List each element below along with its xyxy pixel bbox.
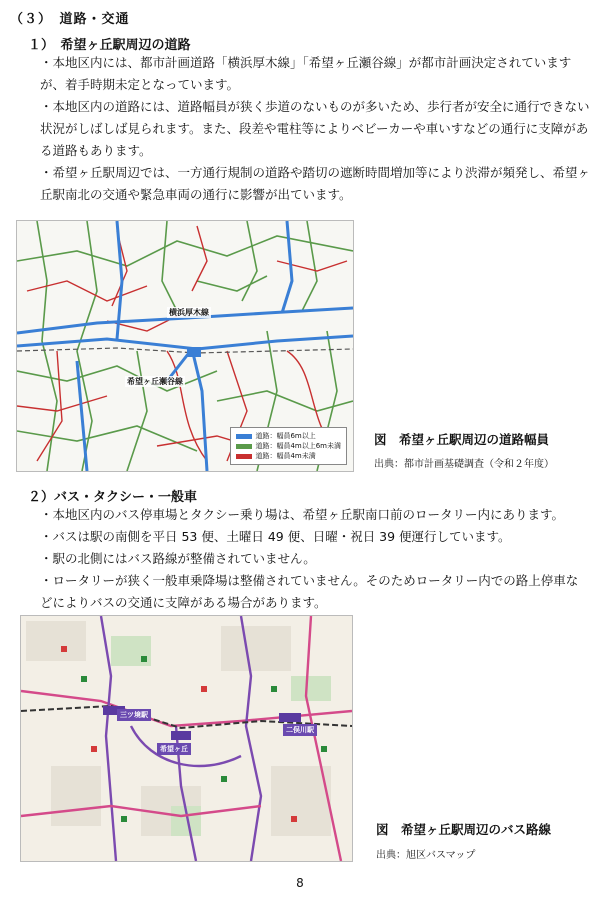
roads-paragraphs bbox=[40, 52, 590, 206]
roads-paragraph-1: ・本地区内には、都市計画道路「横浜厚木線」「希望ヶ丘瀬谷線」が都市計画決定されていますが、着手時期未定となっています。 bbox=[40, 55, 572, 92]
bus-route-map-graphic bbox=[21, 616, 352, 861]
map-legend bbox=[230, 427, 347, 465]
road-map-caption: 図 希望ヶ丘駅周辺の道路幅員 bbox=[374, 432, 550, 447]
bus-paragraph-1: ・本地区内のバス停車場とタクシー乗り場は、希望ヶ丘駅南口前のロータリー内にあります。 bbox=[40, 507, 565, 522]
road-width-map bbox=[16, 220, 354, 472]
road-map-source: 出典：都市計画基礎調査（令和２年度） bbox=[374, 459, 554, 470]
legend-label-narrow: 道路：幅員4m未満 bbox=[255, 452, 316, 460]
map-station-mitsukyo: 三ツ境駅 bbox=[117, 709, 151, 721]
bus-paragraph-4: ・ロータリーが狭く一般車乗降場は整備されていません。そのためロータリー内での路上停車などによりバスの交通に支障がある場合があります。 bbox=[40, 573, 579, 610]
subsection-heading-bus: ２）バス・タクシー・一般車 bbox=[28, 490, 198, 505]
map-station-futamatagawa: 二俣川駅 bbox=[283, 724, 317, 736]
legend-swatch-wide bbox=[236, 434, 252, 439]
legend-swatch-narrow bbox=[236, 454, 252, 459]
roads-paragraph-2: ・本地区内の道路には、道路幅員が狭く歩道のないものが多いため、歩行者が安全に通行できない状況がしばしば見られます。また、段差や電柱等によりベビーカーや車いすなどの通行に支障がある道路もあります。 bbox=[40, 99, 590, 158]
map-station-kibogaoka: 希望ヶ丘 bbox=[157, 743, 191, 755]
section-heading: （３） 道路・交通 bbox=[10, 12, 130, 27]
map-label-kibogaoka-seya: 希望ヶ丘瀬谷線 bbox=[127, 377, 183, 386]
bus-paragraph-2: ・バスは駅の南側を平日 53 便、土曜日 49 便、日曜・祝日 39 便運行しています。 bbox=[40, 529, 511, 544]
bus-paragraphs bbox=[40, 504, 590, 614]
roads-paragraph-3: ・希望ヶ丘駅周辺では、一方通行規制の道路や踏切の遮断時間増加等により渋滞が頻発し、希望ヶ丘駅南北の交通や緊急車両の通行に影響が出ています。 bbox=[40, 165, 591, 202]
legend-row-medium bbox=[236, 441, 341, 451]
legend-row-wide bbox=[236, 431, 341, 441]
bus-map-source: 出典：旭区バスマップ bbox=[376, 850, 476, 861]
bus-map-caption: 図 希望ヶ丘駅周辺のバス路線 bbox=[376, 822, 552, 837]
bus-route-map bbox=[20, 615, 353, 862]
map-label-yokohama-atsugi: 横浜厚木線 bbox=[169, 308, 209, 317]
legend-label-medium: 道路：幅員4m以上6m未満 bbox=[255, 442, 341, 450]
legend-row-narrow bbox=[236, 451, 341, 461]
bus-paragraph-3: ・駅の北側にはバス路線が整備されていません。 bbox=[40, 551, 316, 566]
subsection-heading-roads: １） 希望ヶ丘駅周辺の道路 bbox=[28, 38, 191, 53]
legend-swatch-medium bbox=[236, 444, 252, 449]
legend-label-wide: 道路：幅員6m以上 bbox=[255, 432, 316, 440]
page-number: 8 bbox=[296, 876, 304, 890]
